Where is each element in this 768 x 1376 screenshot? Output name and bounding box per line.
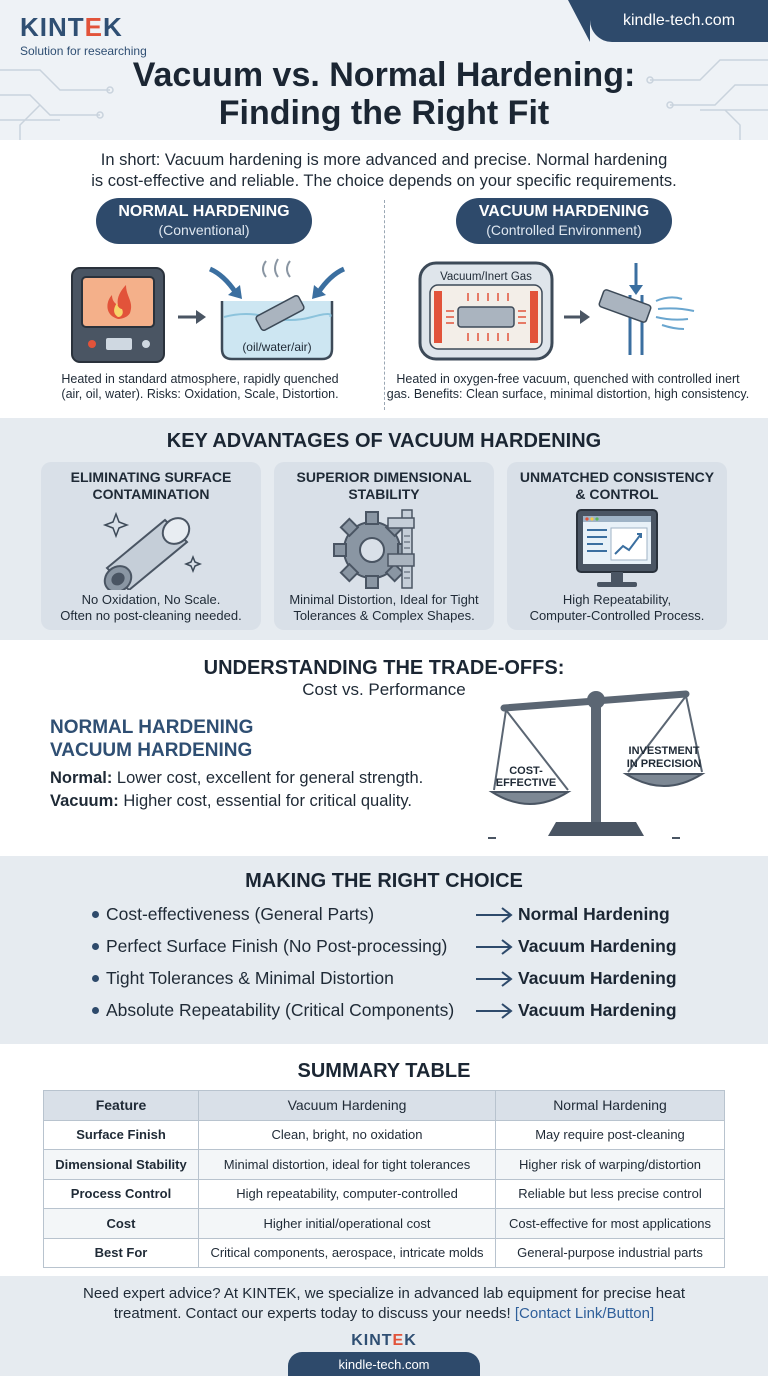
footer-site-link[interactable]: kindle-tech.com (288, 1352, 480, 1376)
choice-row: Tight Tolerances & Minimal Distortion Vacuum Hardening (0, 964, 768, 996)
bullet-icon (92, 975, 99, 982)
tradeoff-label-vacuum: VACUUM HARDENING (50, 740, 253, 761)
chamber-label: Vacuum/Inert Gas (440, 271, 532, 283)
table-header: Feature (44, 1091, 199, 1121)
arrow-right-icon (474, 1001, 514, 1021)
table-header: Normal Hardening (496, 1091, 725, 1121)
table-cell: May require post-cleaning (496, 1120, 725, 1150)
choice-row: Absolute Repeatability (Critical Components) Vacuum Hardening (0, 996, 768, 1028)
vacuum-hardening-pill: VACUUM HARDENING (Controlled Environment) (456, 198, 672, 244)
table-cell: Dimensional Stability (44, 1150, 199, 1180)
tradeoff-vacuum-text: Vacuum: Higher cost, essential for critical quality. (50, 792, 412, 810)
advantage-card: SUPERIOR DIMENSIONAL STABILITY Minimal Distortion, Ideal for Tight Tolerances & Complex Shapes. (274, 462, 494, 630)
bullet-icon (92, 943, 99, 950)
logo[interactable] (20, 12, 147, 58)
vacuum-process-illustration (412, 255, 732, 367)
svg-text:EFFECTIVE: EFFECTIVE (495, 777, 557, 789)
table-cell: Clean, bright, no oxidation (199, 1120, 496, 1150)
summary-title: SUMMARY TABLE (297, 1060, 471, 1082)
table-cell: Higher initial/operational cost (199, 1209, 496, 1239)
page-title: Vacuum vs. Normal Hardening: Finding the Right Fit (132, 56, 636, 132)
balance-scale-icon (488, 680, 724, 844)
tube-icon (91, 506, 211, 590)
table-cell: General-purpose industrial parts (496, 1238, 725, 1268)
monitor-chart-icon (557, 506, 677, 590)
table-cell: Critical components, aerospace, intricate molds (199, 1238, 496, 1268)
bullet-icon (92, 911, 99, 918)
table-cell: High repeatability, computer-controlled (199, 1179, 496, 1209)
footer-logo[interactable]: KINTEK (351, 1332, 417, 1349)
table-cell: Higher risk of warping/distortion (496, 1150, 725, 1180)
tradeoffs-heading: UNDERSTANDING THE TRADE-OFFS: Cost vs. Performance (203, 657, 565, 699)
header (0, 0, 768, 140)
advantage-card: ELIMINATING SURFACE CONTAMINATION No Oxidation, No Scale. Often no post-cleaning needed. (41, 462, 261, 630)
gas-quench-icon (598, 263, 694, 355)
table-row (44, 1150, 725, 1180)
svg-text:INVESTMENT: INVESTMENT (628, 745, 700, 757)
site-link[interactable]: kindle-tech.com (590, 0, 768, 42)
svg-text:IN PRECISION: IN PRECISION (626, 758, 702, 770)
table-row (44, 1209, 725, 1239)
svg-text:COST-: COST- (509, 765, 543, 777)
table-cell: Cost (44, 1209, 199, 1239)
advantages-title: KEY ADVANTAGES OF VACUUM HARDENING (166, 430, 602, 452)
table-cell: Cost-effective for most applications (496, 1209, 725, 1239)
vacuum-caption: Heated in oxygen-free vacuum, quenched with controlled inert gas. Benefits: Clean surface, minimal distortion, high consistency. (386, 372, 750, 401)
arrow-right-icon (474, 969, 514, 989)
choice-title: MAKING THE RIGHT CHOICE (245, 870, 523, 892)
arrow-right-icon (474, 905, 514, 925)
tradeoff-normal-text: Normal: Lower cost, excellent for general strength. (50, 769, 424, 787)
contact-link[interactable]: [Contact Link/Button] (514, 1305, 655, 1322)
furnace-icon (72, 268, 164, 362)
table-header-row (44, 1091, 725, 1121)
normal-caption: Heated in standard atmosphere, rapidly quenched (air, oil, water). Risks: Oxidation, Scale, Distortion. (61, 372, 339, 401)
arrow-right-icon (474, 937, 514, 957)
table-cell: Process Control (44, 1179, 199, 1209)
table-cell: Reliable but less precise control (496, 1179, 725, 1209)
logo-wordmark: KINTEK (20, 12, 123, 42)
gear-caliper-icon (324, 506, 444, 590)
bath-label: (oil/water/air) (242, 340, 312, 354)
normal-process-illustration (60, 255, 360, 367)
table-cell: Surface Finish (44, 1120, 199, 1150)
table-row (44, 1179, 725, 1209)
table-header: Vacuum Hardening (199, 1091, 496, 1121)
choice-row: Perfect Surface Finish (No Post-processing) Vacuum Hardening (0, 932, 768, 964)
bullet-icon (92, 1007, 99, 1014)
advantage-card: UNMATCHED CONSISTENCY & CONTROL High Repeatability, Computer-Controlled Process. (507, 462, 727, 630)
logo-tagline: Solution for researching (20, 44, 147, 58)
choice-row: Cost-effectiveness (General Parts) Normal Hardening (0, 900, 768, 932)
normal-hardening-pill: NORMAL HARDENING (Conventional) (96, 198, 312, 244)
table-row (44, 1120, 725, 1150)
table-cell: Minimal distortion, ideal for tight tolerances (199, 1150, 496, 1180)
tradeoff-label-normal: NORMAL HARDENING (50, 717, 254, 738)
intro-text: In short: Vacuum hardening is more advanced and precise. Normal hardening is cost-effective and reliable. The choice depends on your specific requirements. (91, 151, 677, 190)
table-row (44, 1238, 725, 1268)
table-cell: Best For (44, 1238, 199, 1268)
summary-table (43, 1090, 725, 1268)
footer-cta-text: Need expert advice? At KINTEK, we specialize in advanced lab equipment for precise heat treatment. Contact our experts today to discuss your needs! [Contact Link/Button] (82, 1285, 685, 1322)
